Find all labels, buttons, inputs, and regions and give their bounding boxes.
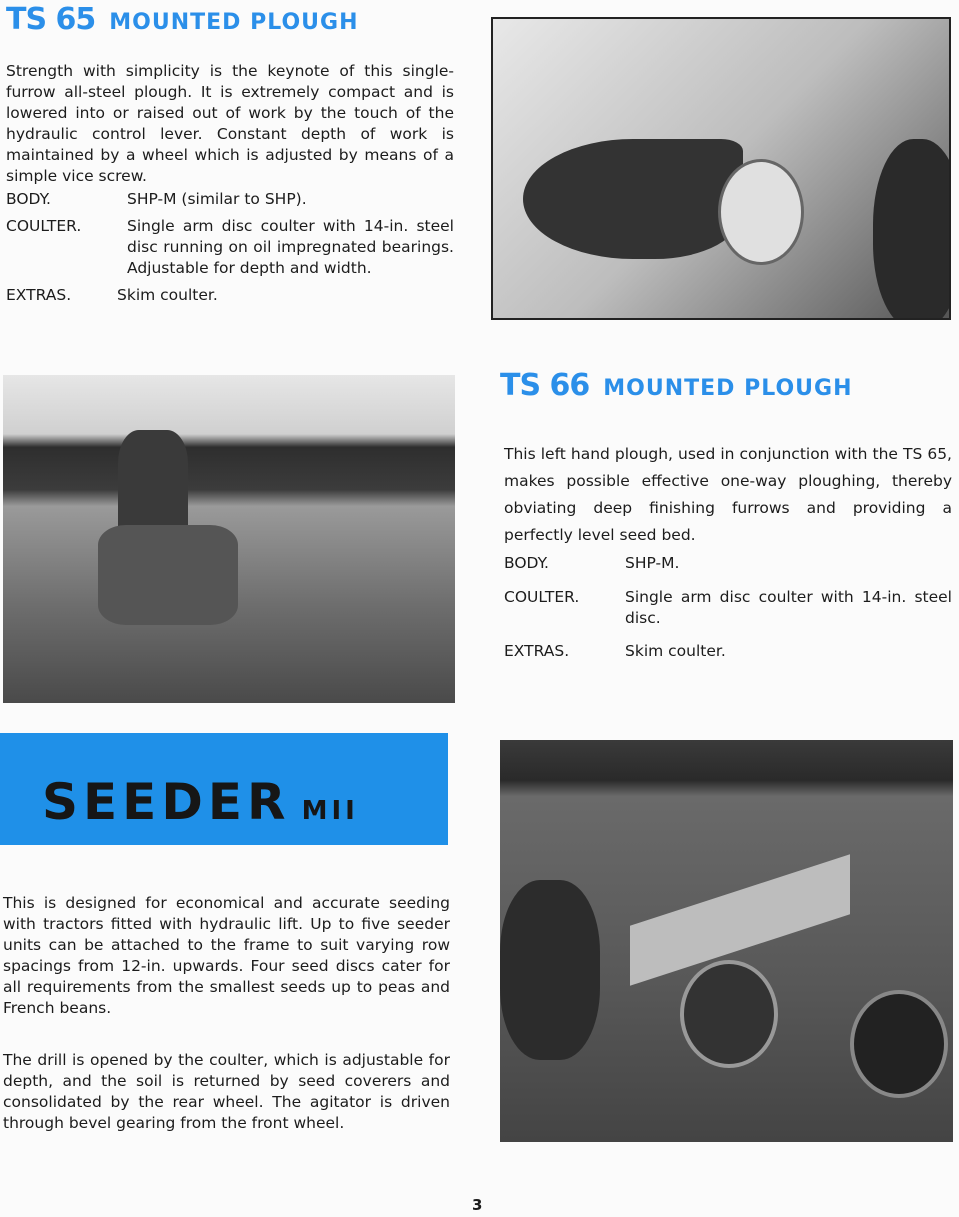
spec-label: EXTRAS. (6, 286, 72, 304)
spec-row (504, 553, 952, 574)
ts65-specs (6, 189, 454, 306)
seeder-paragraph-1: This is designed for economical and accurate seeding with tractors fitted with hydraulic lift. Up to five seeder units can be attached to the frame to suit varying row spacings from 12-in. upwards. Four seed discs cater for all requirements from the smallest seeds up to peas and French beans. (3, 894, 450, 1017)
seeder-title-main: SEEDER (42, 773, 291, 831)
seeder-paragraph-2: The drill is opened by the coulter, which is adjustable for depth, and the soil is returned by seed coverers and consolidated by the rear wheel. The agitator is driven through bevel gearing from the front wheel. (3, 1051, 450, 1132)
spec-label: BODY. (6, 190, 51, 208)
spec-row (504, 587, 952, 629)
ploughing-field-photo (3, 375, 455, 703)
ts66-specs (504, 553, 952, 662)
spec-label: EXTRAS. (504, 642, 570, 660)
spec-row (6, 285, 454, 306)
ts65-model: TS 65 (6, 2, 96, 37)
spec-value: Single arm disc coulter with 14-in. steel disc running on oil impregnated bearings. Adjustable for depth and width. (127, 217, 454, 277)
spec-value: Skim coulter. (117, 286, 218, 304)
spec-value: Skim coulter. (625, 642, 726, 660)
spec-value: Single arm disc coulter with 14-in. steel disc. (625, 588, 952, 627)
ts66-model: TS 66 (500, 368, 590, 403)
seeder-title (42, 773, 359, 831)
ts65-name: MOUNTED PLOUGH (109, 10, 359, 35)
spec-label: COULTER. (504, 588, 580, 606)
ts65-plough-photo (491, 17, 951, 320)
seeder-photo (500, 740, 953, 1142)
ts65-description: Strength with simplicity is the keynote of this single-furrow all-steel plough. It is extremely compact and is lowered into or raised out of work by the touch of the hydraulic control lever. Constant depth of work is maintained by a wheel which is adjusted by means of a simple vice screw. (6, 62, 454, 185)
ts65-title (6, 2, 359, 37)
seeder-title-model: MII (301, 796, 359, 826)
ts66-name: MOUNTED PLOUGH (603, 376, 853, 401)
spec-value: SHP-M (similar to SHP). (127, 190, 307, 208)
ts66-title (500, 368, 853, 403)
spec-row (6, 189, 454, 210)
ts66-description: This left hand plough, used in conjunction with the TS 65, makes possible effective one-way ploughing, thereby obviating deep finishing furrows and providing a perfectly level seed bed. (504, 445, 952, 544)
page-number: 3 (472, 1196, 483, 1214)
spec-label: BODY. (504, 554, 549, 572)
spec-row (6, 216, 454, 279)
seeder-banner (0, 733, 448, 845)
spec-value: SHP-M. (625, 554, 680, 572)
spec-label: COULTER. (6, 217, 82, 235)
spec-row (504, 641, 952, 662)
